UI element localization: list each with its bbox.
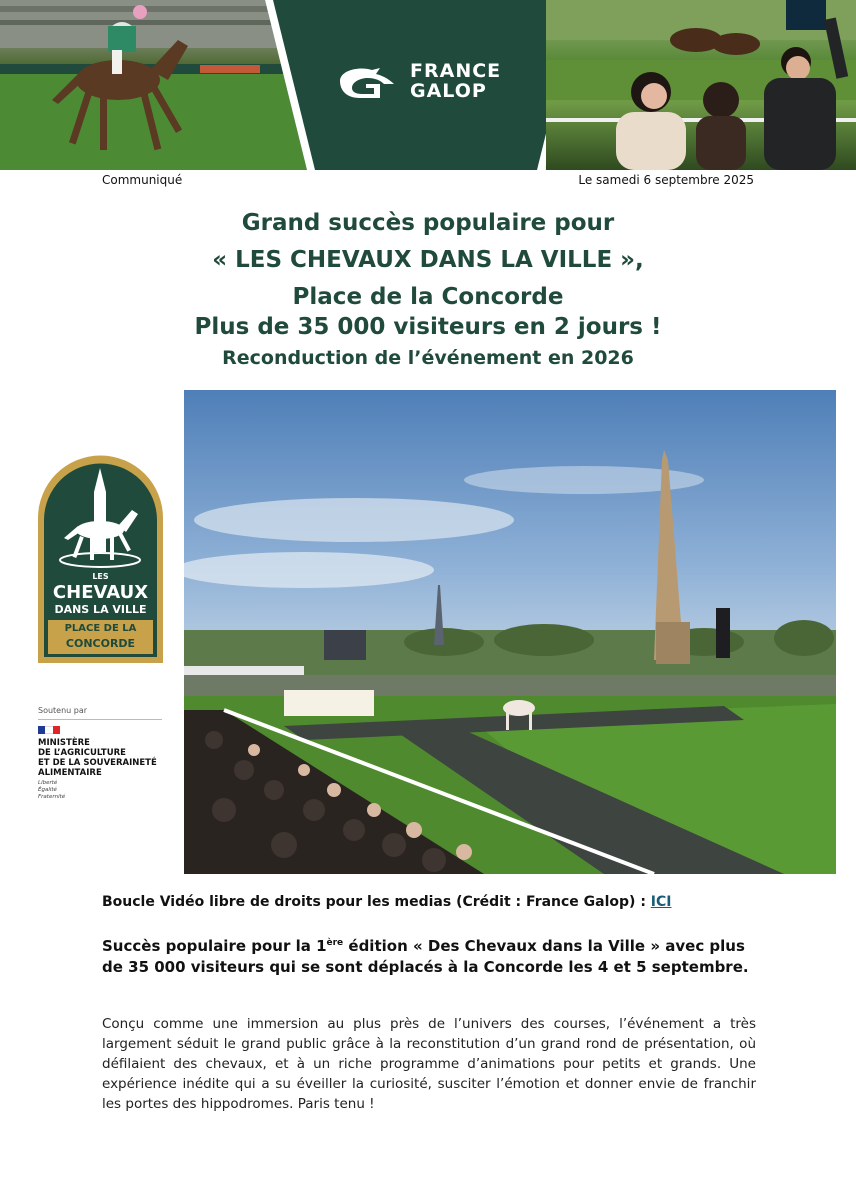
brand-line-2: GALOP bbox=[410, 80, 487, 102]
document-type: Communiqué bbox=[102, 173, 183, 187]
ministry-line-2: DE L’AGRICULTURE bbox=[38, 748, 126, 758]
logo-text-concorde: CONCORDE bbox=[65, 637, 136, 650]
video-credit-text: Boucle Vidéo libre de droits pour les medias (Crédit : France Galop) : bbox=[102, 894, 651, 910]
lead-part-2: édition « Des Chevaux dans la Ville » avec plus de 35 000 visiteurs qui se sont déplacés à la Concorde les 4 et 5 septembre. bbox=[102, 937, 749, 976]
logo-text-place: PLACE DE LA bbox=[64, 623, 137, 634]
concorde-event-photo bbox=[184, 390, 836, 874]
subheadline-visitors: Plus de 35 000 visiteurs en 2 jours ! bbox=[194, 314, 662, 340]
subheadline-renewal: Reconduction de l’événement en 2026 bbox=[222, 347, 634, 369]
video-credit-line bbox=[102, 894, 762, 910]
concorde-scene-illustration bbox=[184, 390, 836, 874]
headline-line-2: « LES CHEVAUX DANS LA VILLE », bbox=[212, 247, 644, 273]
ministry-line-4: ALIMENTAIRE bbox=[38, 768, 102, 778]
french-flag-icon bbox=[38, 726, 60, 734]
supporter-block bbox=[38, 706, 162, 801]
body-paragraph: Conçu comme une immersion au plus près de l’univers des courses, l’événement a très largement séduit le grand public grâce à la reconstitution d’un grand rond de présentation, où défilaient des chevaux, et à un riche programme d’animations pour petits et grands. Une expérience inédite qui a su éveiller la curiosité, susciter l’émotion et donner envie de franchir les portes des hippodromes. Paris tenu ! bbox=[102, 1016, 756, 1112]
logo-text-dans-la-ville: DANS LA VILLE bbox=[54, 603, 147, 616]
logo-text-les: LES bbox=[92, 572, 109, 581]
motto-egalite: Égalité bbox=[38, 787, 57, 793]
event-logo bbox=[34, 452, 167, 667]
spectators-illustration bbox=[546, 0, 856, 170]
lead-paragraph bbox=[102, 933, 762, 978]
ministry-line-3: ET DE LA SOUVERAINETÉ bbox=[38, 758, 157, 768]
headline-line-3: Place de la Concorde bbox=[292, 284, 564, 310]
logo-text-chevaux: CHEVAUX bbox=[52, 582, 149, 603]
lead-superscript: ère bbox=[326, 938, 344, 948]
motto-liberte: Liberté bbox=[38, 780, 58, 786]
brand-line-1: FRANCE bbox=[410, 60, 502, 82]
event-badge-icon bbox=[34, 452, 167, 667]
header-banner bbox=[0, 0, 856, 170]
supporter-label: Soutenu par bbox=[38, 706, 162, 720]
lead-part-1: Succès populaire pour la 1 bbox=[102, 937, 327, 955]
main-headline bbox=[60, 205, 796, 316]
video-link[interactable]: ICI bbox=[650, 894, 672, 910]
france-galop-logo bbox=[334, 62, 544, 102]
crowd-photo-right bbox=[546, 0, 856, 170]
ministry-name bbox=[38, 738, 162, 778]
motto-fraternite: Fraternité bbox=[38, 794, 66, 800]
headline-line-1: Grand succès populaire pour bbox=[241, 210, 615, 236]
galop-emblem-icon bbox=[334, 62, 400, 100]
republic-motto bbox=[38, 780, 162, 801]
document-date: Le samedi 6 septembre 2025 bbox=[578, 173, 754, 187]
ministry-line-1: MINISTÈRE bbox=[38, 738, 90, 748]
